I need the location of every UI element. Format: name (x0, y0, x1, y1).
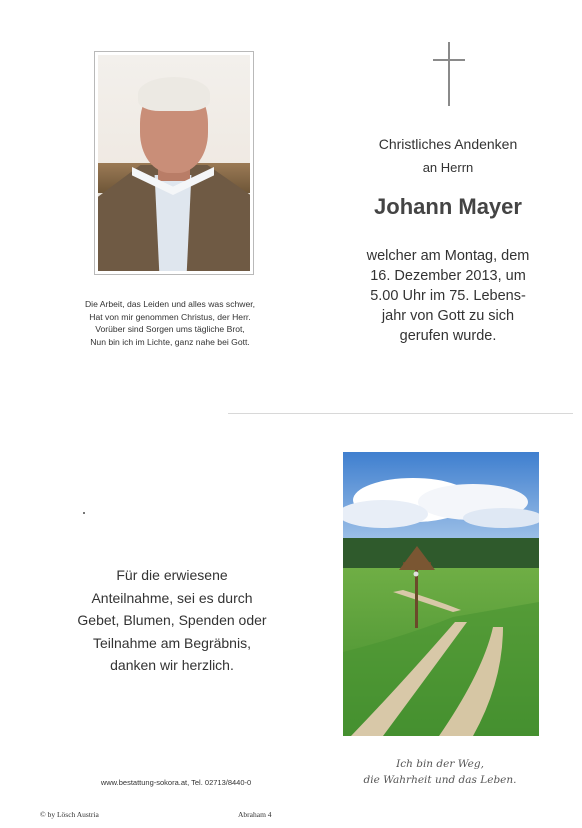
copyright-note: © by Lösch Austria (40, 810, 99, 819)
thanks-line: danken wir herzlich. (110, 657, 234, 673)
thanks-line: Gebet, Blumen, Spenden oder (77, 612, 267, 628)
funeral-home-contact: www.bestattung-sokora.at, Tel. 02713/8440-0 (100, 778, 252, 787)
poem-line: Die Arbeit, das Leiden und alles was schwer, (84, 299, 256, 309)
death-line: 5.00 Uhr im 75. Lebens- (370, 288, 526, 304)
deceased-name: Johann Mayer (374, 194, 522, 219)
death-line: 16. Dezember 2013, um (370, 268, 526, 284)
fold-line (228, 413, 573, 414)
poem-line: Vorüber sind Sorgen ums tägliche Brot, (95, 324, 245, 335)
intro-heading: Christliches Andenken (378, 136, 518, 152)
intro-subheading: an Herrn (422, 160, 474, 175)
death-line: gerufen wurde. (399, 328, 497, 344)
speck (83, 512, 85, 514)
cross-icon (433, 42, 465, 106)
thanks-line: Teilnahme am Begräbnis, (93, 634, 251, 651)
poem-line: Hat von mir genommen Christus, der Herr. (89, 311, 251, 322)
death-line: jahr von Gott zu sich (381, 308, 515, 324)
landscape-image (343, 452, 539, 736)
poem (40, 298, 300, 348)
death-line: welcher am Montag, dem (366, 248, 530, 264)
poem-line: Nun bin ich im Lichte, ganz nahe bei Gott. (90, 336, 250, 347)
quote-line: Ich bin der Weg, (396, 758, 484, 770)
portrait-photo (94, 51, 254, 275)
thanks-text (62, 564, 282, 677)
thanks-line: Für die erwiesene (116, 567, 228, 583)
article-number: Abraham 4 (238, 810, 272, 819)
thanks-line: Anteilnahme, sei es durch (91, 589, 253, 606)
death-notice (326, 246, 570, 346)
scripture-quote (340, 756, 540, 788)
quote-line: die Wahrheit und das Leben. (363, 774, 517, 786)
